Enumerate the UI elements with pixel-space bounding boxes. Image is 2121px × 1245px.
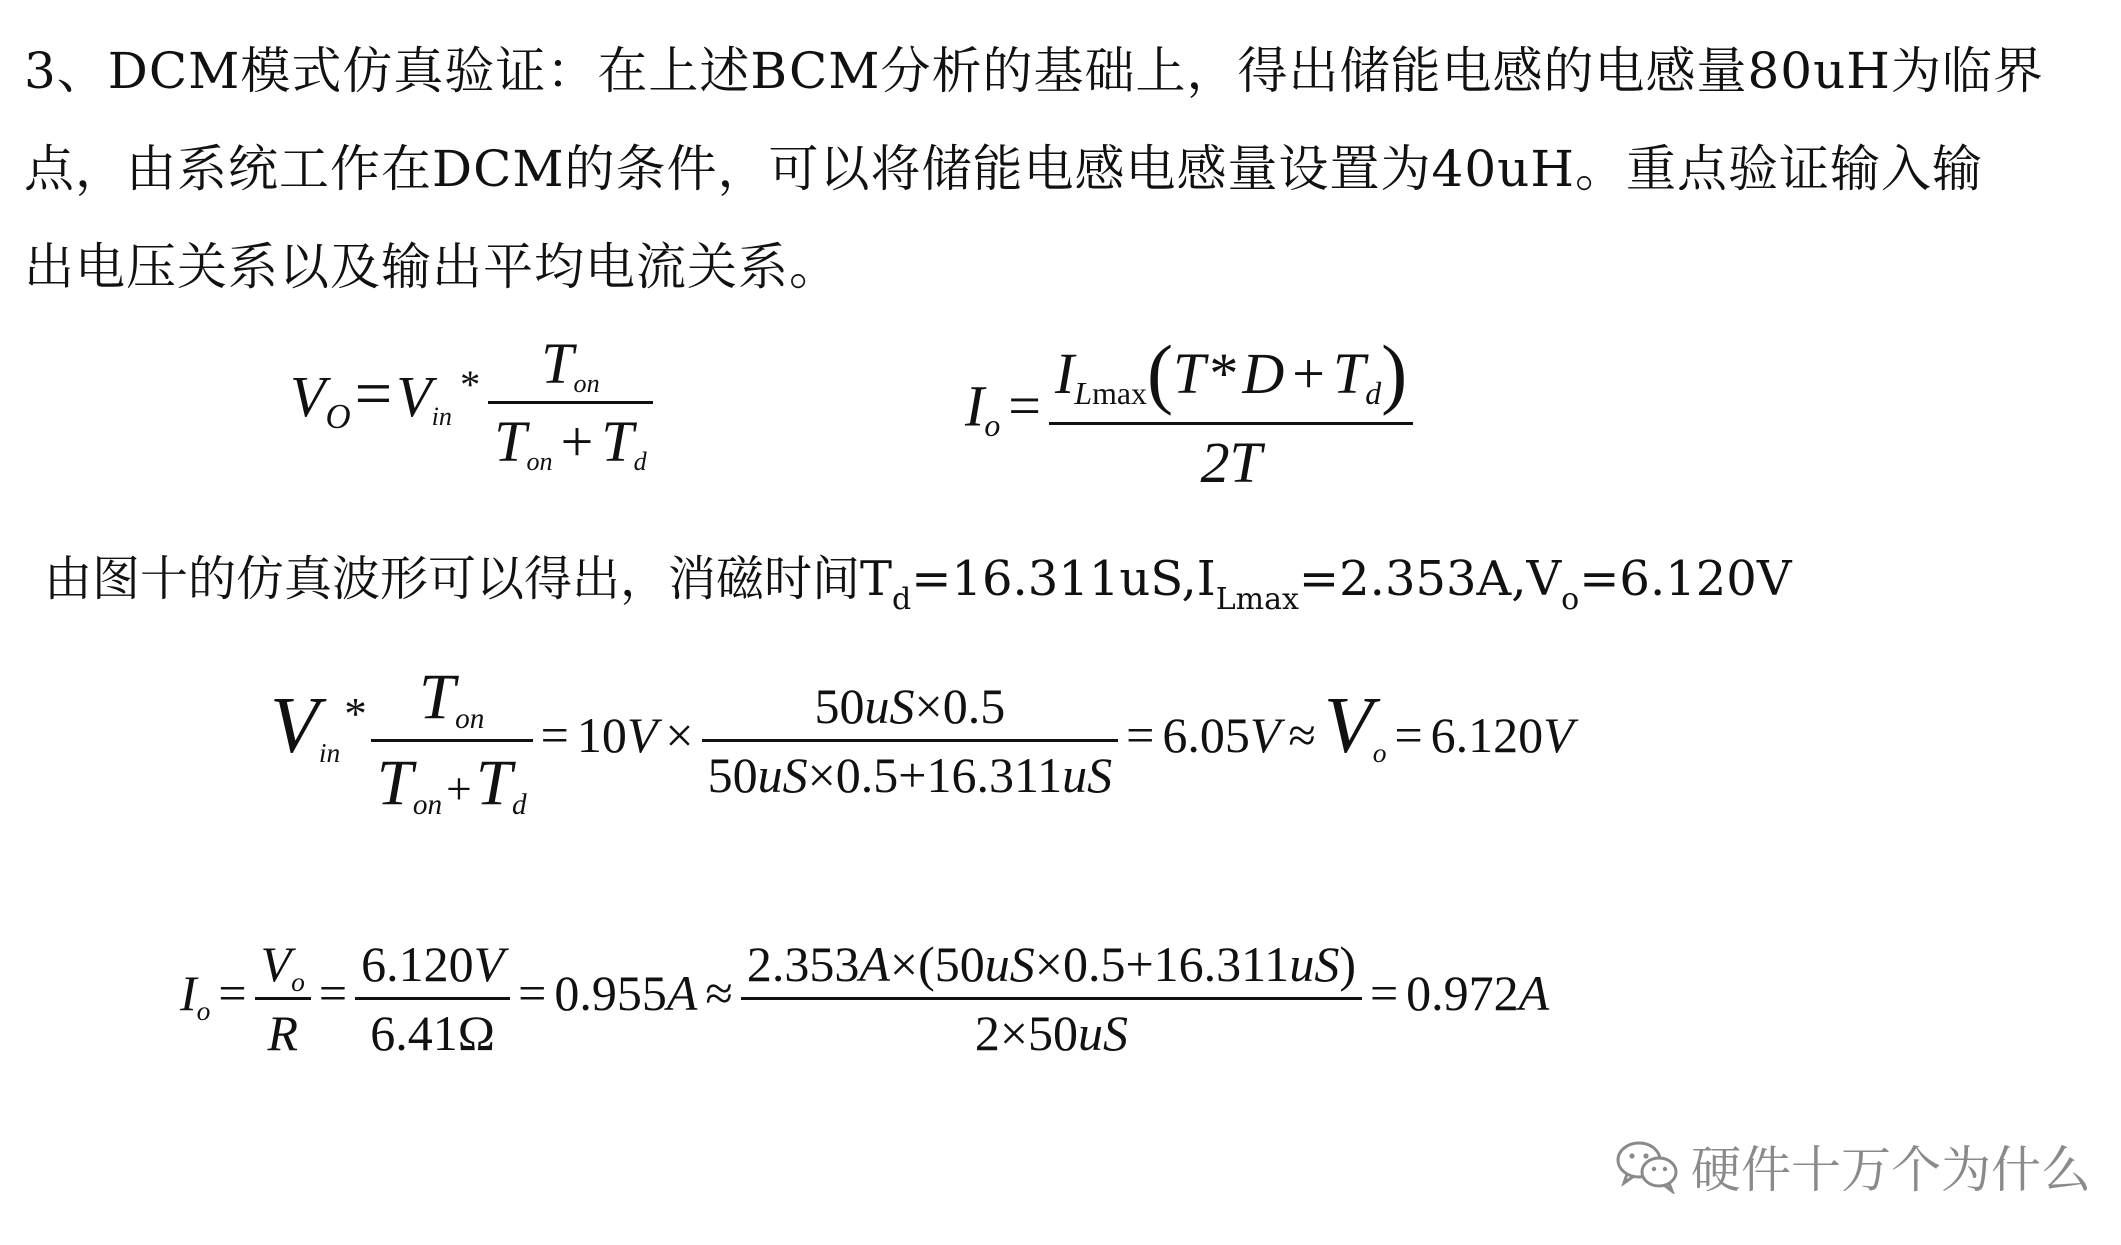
den-on: on bbox=[412, 789, 443, 822]
den-t1: T bbox=[376, 747, 413, 819]
fraction-bar bbox=[1049, 422, 1413, 425]
num-close: ) bbox=[1339, 936, 1356, 992]
vo-symbol: V bbox=[1323, 681, 1373, 770]
formula-io-check bbox=[180, 935, 1549, 1062]
left-paren: ( bbox=[1146, 329, 1174, 416]
v-unit-1: V bbox=[626, 706, 658, 763]
fraction-bar bbox=[355, 997, 510, 1000]
paragraph bbox=[24, 22, 2104, 316]
result-0972: 0.972 bbox=[1406, 964, 1519, 1021]
watermark-text: 硬件十万个为什么 bbox=[1691, 1141, 2091, 1199]
d-subscript: d bbox=[1365, 375, 1382, 411]
ilmax-subscript: Lmax bbox=[1215, 582, 1299, 617]
v-unit-2: V bbox=[1249, 706, 1281, 763]
num-on: on bbox=[573, 369, 600, 399]
sentence-text: 由图十的仿真波形可以得出，消磁时间T bbox=[44, 551, 893, 607]
plus: + bbox=[446, 763, 472, 814]
equals-1: = bbox=[540, 706, 569, 763]
r-den: R bbox=[267, 1005, 299, 1061]
den2-unit: uS bbox=[757, 747, 808, 803]
vin-subscript: in bbox=[431, 401, 452, 431]
equals-sign: = bbox=[1008, 373, 1041, 439]
vo-value: 6.120 bbox=[361, 936, 474, 992]
equals-1: = bbox=[218, 964, 247, 1021]
io-subscript: o bbox=[196, 994, 211, 1026]
den-t1: T bbox=[494, 409, 527, 474]
paragraph-line-2: 点，由系统工作在DCM的条件，可以将储能电感电感量设置为40uH。重点验证输入输 bbox=[24, 140, 1983, 198]
num2-rest: ×0.5 bbox=[914, 678, 1006, 734]
approx: ≈ bbox=[1288, 706, 1316, 763]
formula-vin-check bbox=[270, 660, 1574, 821]
equals-2: = bbox=[1126, 706, 1155, 763]
ton-fraction bbox=[488, 330, 652, 475]
num-on: on bbox=[455, 703, 485, 736]
den-unit: uS bbox=[1078, 1005, 1129, 1061]
equals-2: = bbox=[318, 964, 348, 1021]
vin-symbol: V bbox=[396, 363, 432, 429]
den-t2: T bbox=[601, 409, 634, 474]
us-unit-2: uS bbox=[1289, 936, 1340, 992]
a-unit-1: A bbox=[666, 964, 698, 1021]
den2-mid: ×0.5+16.311 bbox=[807, 747, 1063, 803]
fraction-bar bbox=[741, 997, 1362, 1000]
ilmax-value: 2.353 bbox=[746, 936, 860, 992]
simulation-result-sentence bbox=[44, 540, 1792, 617]
equals-sign: = bbox=[354, 357, 393, 431]
star: * bbox=[344, 689, 367, 740]
den-on: on bbox=[526, 447, 553, 477]
io-symbol: I bbox=[965, 373, 985, 439]
vo-value: =6.120V bbox=[1579, 551, 1792, 607]
io-fraction bbox=[1049, 328, 1413, 496]
wechat-icon bbox=[1615, 1138, 1681, 1194]
watermark bbox=[1615, 1130, 2091, 1202]
vin-subscript: in bbox=[318, 736, 341, 768]
equals-4: = bbox=[1369, 964, 1399, 1021]
a-unit: A bbox=[859, 936, 890, 992]
num-mid-2: ×0.5+16.311 bbox=[1034, 936, 1290, 992]
approx: ≈ bbox=[705, 964, 733, 1021]
lmax-subscript: Lmax bbox=[1074, 375, 1147, 411]
result-605: 6.05 bbox=[1162, 706, 1250, 763]
fraction-bar bbox=[488, 401, 652, 404]
den2-unit-2: uS bbox=[1062, 747, 1113, 803]
equals-3: = bbox=[518, 964, 547, 1021]
a-unit-2: A bbox=[1518, 964, 1550, 1021]
vo-symbol: V bbox=[290, 363, 326, 429]
paragraph-line-1: 3、DCM模式仿真验证：在上述BCM分析的基础上，得出储能电感的电感量80uH为临界 bbox=[24, 42, 2044, 100]
vo-subscript: o bbox=[1372, 736, 1387, 768]
num2-unit: uS bbox=[864, 678, 915, 734]
result-0955: 0.955 bbox=[554, 964, 667, 1021]
den-d: d bbox=[633, 447, 647, 477]
right-paren: ) bbox=[1381, 329, 1408, 416]
value-fraction bbox=[355, 935, 510, 1062]
io-subscript: o bbox=[984, 408, 1001, 444]
plus: + bbox=[560, 409, 594, 474]
formula-io bbox=[965, 328, 1413, 496]
vo-subscript: o bbox=[1561, 582, 1580, 617]
times: × bbox=[665, 706, 694, 763]
vo-over-r bbox=[255, 935, 311, 1062]
r-value: 6.41Ω bbox=[370, 1005, 495, 1061]
vin-symbol: V bbox=[270, 681, 319, 770]
ten: 10 bbox=[576, 706, 627, 763]
plus: + bbox=[1292, 340, 1325, 406]
td-value: =16.311uS,I bbox=[911, 551, 1216, 607]
ton-fraction bbox=[371, 660, 533, 821]
t-symbol: T bbox=[1173, 340, 1206, 406]
current-fraction bbox=[741, 935, 1362, 1062]
t2-symbol: T bbox=[1332, 340, 1366, 406]
fraction-bar bbox=[255, 997, 311, 1000]
num-t: T bbox=[418, 661, 456, 733]
paragraph-line-3: 出电压关系以及输出平均电流关系。 bbox=[24, 238, 840, 296]
formula-vo bbox=[290, 330, 653, 475]
den2: 50 bbox=[707, 747, 758, 803]
star: * bbox=[1209, 340, 1239, 406]
vo-num: V bbox=[260, 936, 292, 992]
duty-fraction bbox=[702, 677, 1119, 804]
result-6120: 6.120 bbox=[1430, 706, 1544, 763]
den-value: 2×50 bbox=[974, 1005, 1079, 1061]
v-unit: V bbox=[473, 936, 505, 992]
num2: 50 bbox=[814, 678, 865, 734]
v-unit-3: V bbox=[1543, 706, 1574, 763]
vo-subscript: O bbox=[325, 396, 351, 436]
us-unit-1: uS bbox=[984, 936, 1035, 992]
d-symbol: D bbox=[1242, 340, 1285, 406]
io-symbol: I bbox=[180, 964, 197, 1021]
vo-num-sub: o bbox=[291, 965, 305, 997]
star: * bbox=[459, 361, 481, 407]
denominator-2t: 2T bbox=[1200, 430, 1262, 495]
equals-3: = bbox=[1394, 706, 1423, 763]
il-symbol: I bbox=[1055, 340, 1075, 406]
den-d: d bbox=[512, 789, 527, 822]
fraction-bar bbox=[702, 739, 1119, 742]
ilmax-value: =2.353A,V bbox=[1298, 551, 1562, 607]
td-subscript: d bbox=[892, 582, 912, 617]
fraction-bar bbox=[371, 739, 533, 742]
num-t: T bbox=[541, 331, 574, 396]
den-t2: T bbox=[475, 747, 512, 819]
num-mid: ×(50 bbox=[889, 936, 985, 992]
